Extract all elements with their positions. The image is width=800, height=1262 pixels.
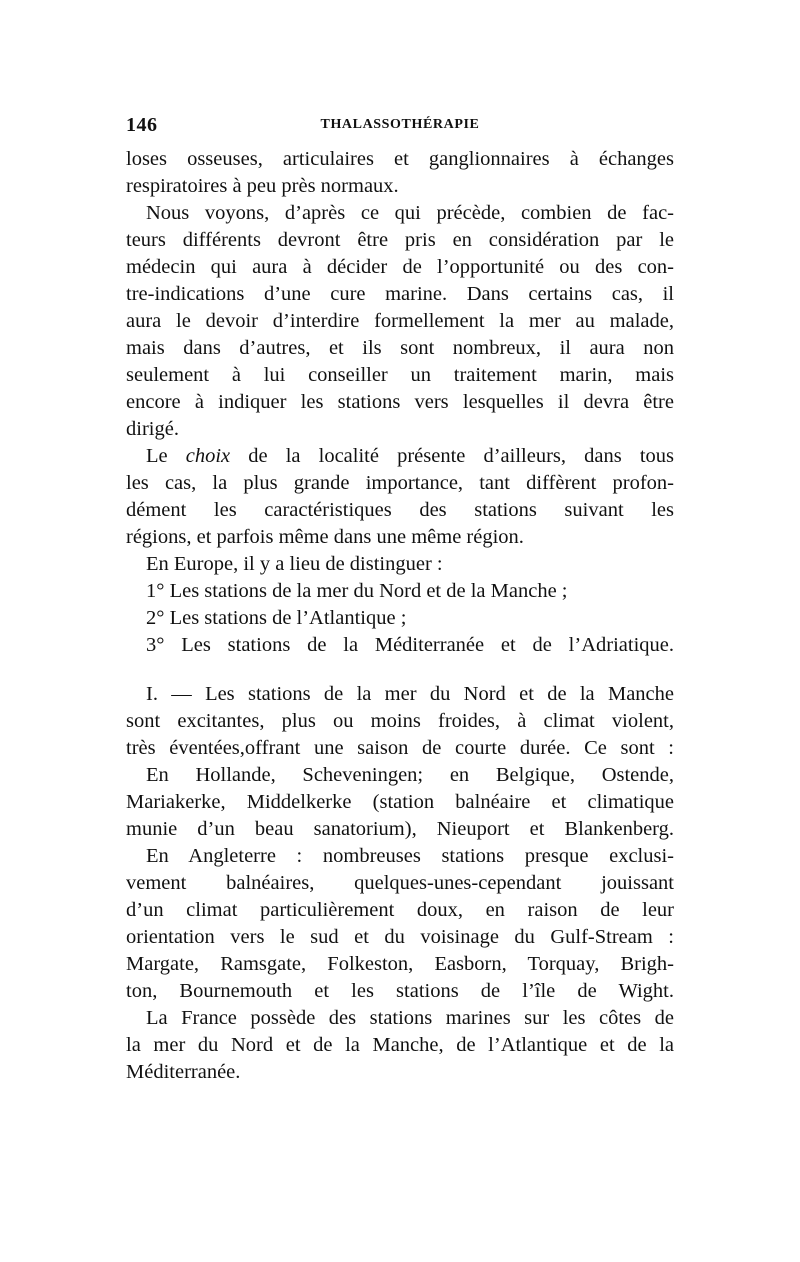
text-line: dément les caractéristiques des stations suivant les xyxy=(126,499,674,521)
paragraph xyxy=(126,681,674,762)
text-line: Margate, Ramsgate, Folkeston, Easborn, Torquay, Brigh- xyxy=(126,953,674,975)
list-item: 2° Les stations de l’Atlantique ; xyxy=(146,607,407,629)
paragraph xyxy=(126,551,674,578)
paragraph xyxy=(126,843,674,1005)
text-line: loses osseuses, articulaires et ganglionnaires à échanges xyxy=(126,148,674,170)
running-head xyxy=(126,114,674,138)
text-line: médecin qui aura à décider de l’opportunité ou des con- xyxy=(126,256,674,278)
enumerated-list xyxy=(126,578,674,659)
page-number: 146 xyxy=(126,114,158,136)
text-line: très éventées,offrant une saison de courte durée. Ce sont : xyxy=(126,737,674,759)
text-line: sont excitantes, plus ou moins froides, à climat violent, xyxy=(126,710,674,732)
text-line: Nous voyons, d’après ce qui précède, combien de fac- xyxy=(146,202,674,224)
text-line: ton, Bournemouth et les stations de l’île de Wight. xyxy=(126,980,674,1002)
paragraph xyxy=(126,762,674,843)
text-line: La France possède des stations marines sur les côtes de xyxy=(146,1007,674,1029)
text-line: respiratoires à peu près normaux. xyxy=(126,175,399,197)
paragraph xyxy=(126,200,674,443)
text-line: Mariakerke, Middelkerke (station balnéaire et climatique xyxy=(126,791,674,813)
text-line: aura le devoir d’interdire formellement la mer au malade, xyxy=(126,310,674,332)
text-line-with-emphasis: Le choix de la localité présente d’ailleurs, dans tous xyxy=(146,445,674,467)
text-line: vement balnéaires, quelques-unes-cependant jouissant xyxy=(126,872,674,894)
body-text xyxy=(126,146,674,1086)
text-line: régions, et parfois même dans une même région. xyxy=(126,526,524,548)
text-line: En Hollande, Scheveningen; en Belgique, Ostende, xyxy=(146,764,674,786)
paragraph xyxy=(126,146,674,200)
text-line: mais dans d’autres, et ils sont nombreux, il aura non xyxy=(126,337,674,359)
text-line: orientation vers le sud et du voisinage du Gulf-Stream : xyxy=(126,926,674,948)
text-line: dirigé. xyxy=(126,418,179,440)
text-line: teurs différents devront être pris en considération par le xyxy=(126,229,674,251)
text-line: Méditerranée. xyxy=(126,1061,241,1083)
text-line: I. — Les stations de la mer du Nord et de la Manche xyxy=(146,683,674,705)
list-item: 3° Les stations de la Méditerranée et de l’Adriatique. xyxy=(146,634,674,656)
text-line: encore à indiquer les stations vers lesquelles il devra être xyxy=(126,391,674,413)
section-gap xyxy=(126,659,674,681)
paragraph xyxy=(126,1005,674,1086)
text-line: En Angleterre : nombreuses stations presque exclusi- xyxy=(146,845,674,867)
text-line: En Europe, il y a lieu de distinguer : xyxy=(146,553,443,575)
emphasized-word: choix xyxy=(185,445,231,467)
running-title: THALASSOTHÉRAPIE xyxy=(320,117,480,132)
text-line: d’un climat particulièrement doux, en raison de leur xyxy=(126,899,674,921)
list-item: 1° Les stations de la mer du Nord et de la Manche ; xyxy=(146,580,568,602)
text-line: tre-indications d’une cure marine. Dans certains cas, il xyxy=(126,283,674,305)
text-line: la mer du Nord et de la Manche, de l’Atlantique et de la xyxy=(126,1034,674,1056)
text-line: munie d’un beau sanatorium), Nieuport et Blankenberg. xyxy=(126,818,674,840)
paragraph xyxy=(126,443,674,551)
text-line: les cas, la plus grande importance, tant diffèrent profon- xyxy=(126,472,674,494)
text-line: seulement à lui conseiller un traitement marin, mais xyxy=(126,364,674,386)
